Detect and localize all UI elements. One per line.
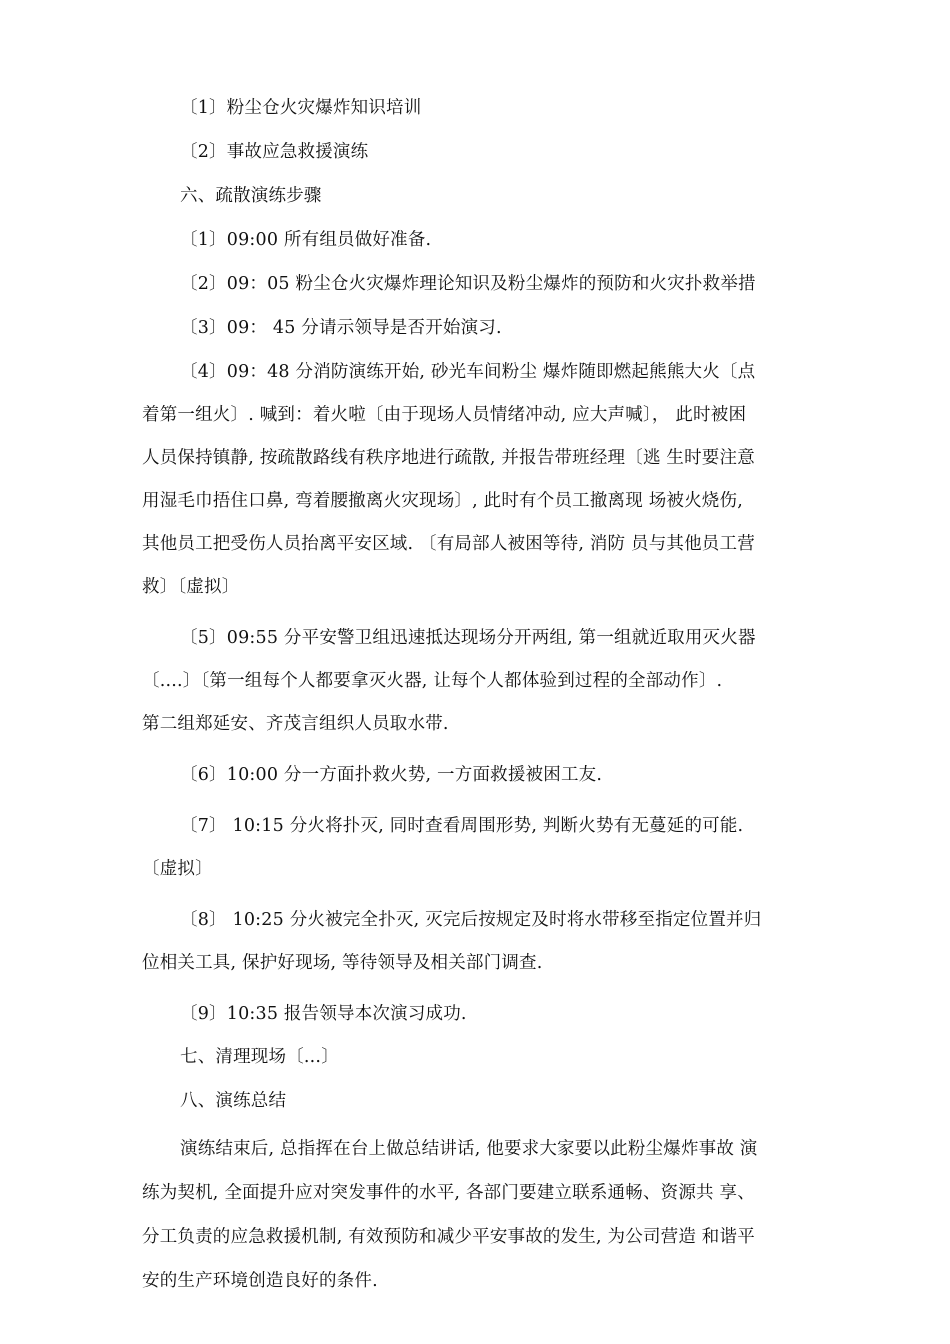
paragraph-line: 用湿毛巾捂住口鼻, 弯着腰撤离火灾现场〕, 此时有个员工撤离现 场被火烧伤, (142, 491, 743, 511)
paragraph-line: 第二组郑延安、齐茂言组织人员取水带. (142, 714, 449, 734)
paragraph-line: 练为契机, 全面提升应对突发事件的水平, 各部门要建立联系通畅、资源共 享、 (142, 1183, 755, 1203)
section-heading: 八、演练总结 (180, 1091, 287, 1111)
paragraph-line: 〔5〕09:55 分平安警卫组迅速抵达现场分开两组, 第一组就近取用灭火器 (180, 628, 756, 648)
paragraph-line: 〔4〕09：48 分消防演练开始, 砂光车间粉尘 爆炸随即燃起熊熊大火〔点 (180, 362, 756, 382)
list-item: 〔2〕事故应急救援演练 (180, 142, 369, 162)
section-heading: 六、疏散演练步骤 (180, 186, 322, 206)
paragraph-line: 安的生产环境创造良好的条件. (142, 1271, 378, 1291)
paragraph-line: 〔8〕 10:25 分火被完全扑灭, 灭完后按规定及时将水带移至指定位置并归 (180, 910, 762, 930)
paragraph-line: 〔虚拟〕 (142, 859, 213, 879)
list-item: 〔1〕粉尘仓火灾爆炸知识培训 (180, 98, 422, 118)
paragraph-line: 人员保持镇静, 按疏散路线有秩序地进行疏散, 并报告带班经理〔逃 生时要注意 (142, 448, 755, 468)
step-item: 〔1〕09:00 所有组员做好准备. (180, 230, 432, 250)
step-item: 〔2〕09：05 粉尘仓火灾爆炸理论知识及粉尘爆炸的预防和火灾扑救举措 (180, 274, 756, 294)
step-item: 〔6〕10:00 分一方面扑救火势, 一方面救援被困工友. (180, 765, 603, 785)
section-heading: 七、清理现场〔...〕 (180, 1047, 339, 1067)
paragraph-line: 〔7〕 10:15 分火将扑灭, 同时查看周围形势, 判断火势有无蔓延的可能. (180, 816, 744, 836)
step-item: 〔9〕10:35 报告领导本次演习成功. (180, 1004, 467, 1024)
step-item: 〔3〕09： 45 分请示领导是否开始演习. (180, 318, 502, 338)
paragraph-line: 演练结束后, 总指挥在台上做总结讲话, 他要求大家要以此粉尘爆炸事故 演 (180, 1139, 758, 1159)
paragraph-line: 着第一组火〕. 喊到：着火啦〔由于现场人员情绪冲动, 应大声喊〕， 此时被困 (142, 405, 747, 425)
paragraph-line: 分工负责的应急救援机制, 有效预防和减少平安事故的发生, 为公司营造 和谐平 (142, 1227, 755, 1247)
paragraph-line: 位相关工具, 保护好现场, 等待领导及相关部门调查. (142, 953, 543, 973)
paragraph-line: 救〕〔虚拟〕 (142, 577, 240, 597)
paragraph-line: 其他员工把受伤人员抬离平安区域. 〔有局部人被困等待, 消防 员与其他员工营 (142, 534, 755, 554)
paragraph-line: 〔....〕〔第一组每个人都要拿灭火器, 让每个人都体验到过程的全部动作〕. (142, 671, 723, 691)
